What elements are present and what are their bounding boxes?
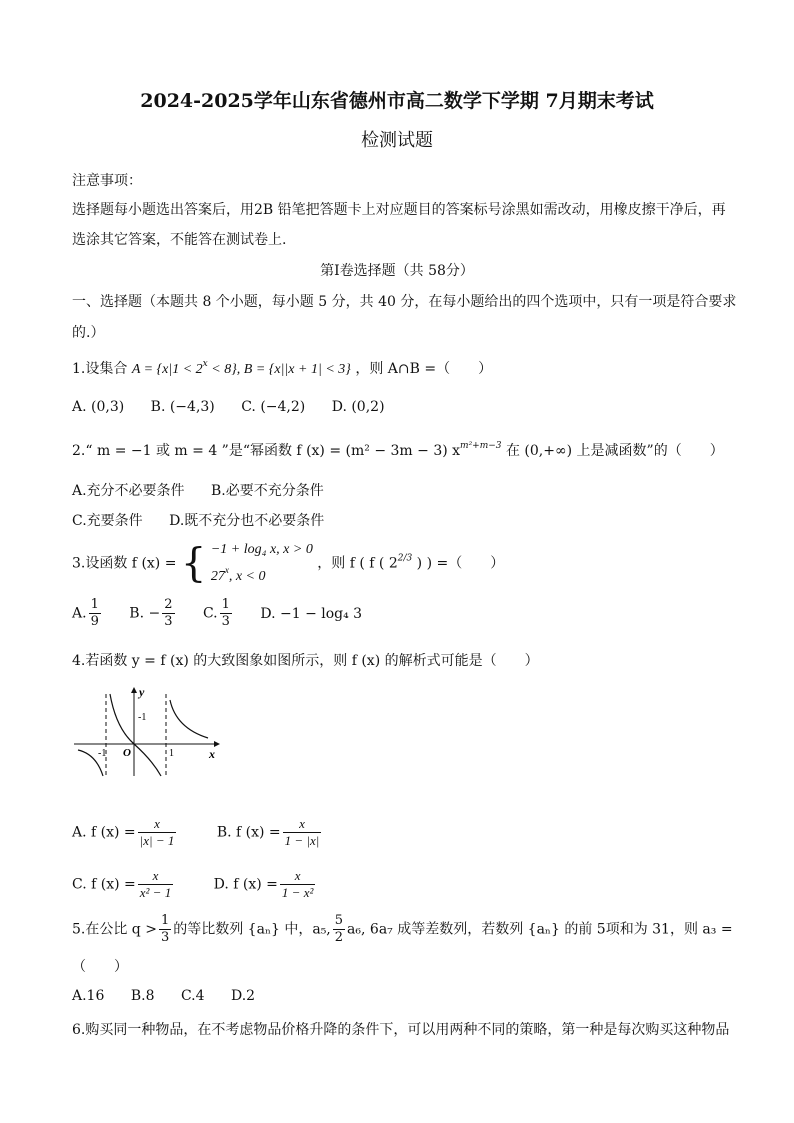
q5-coef-fraction [333,913,345,946]
q3-case-2-end: , x < 0 [228,569,266,584]
q3-suffix: ) ) =（ ） [412,555,505,572]
question-4-options-row-1 [72,816,732,849]
question-1-options [72,399,732,415]
question-5-paren: （ ） [72,959,128,975]
q4-option-b-label: B. f (x) = [216,824,281,841]
q3-option-b-fraction [162,597,174,630]
q4-function-graph [72,684,222,780]
section-intro-1: 一、选择题（本题共 8 个小题，每小题 5 分，共 40 分，在每小题给出的四个选项中，只有一项是符合要求 [72,294,737,310]
q3-option-b[interactable] [129,597,176,630]
q3-case-2-exponent: x [224,565,229,575]
q5-prefix: 5.在公比 q > [72,921,157,938]
origin-label: O [123,747,131,759]
q1-option-a[interactable]: A. (0,3) [72,399,125,415]
fraction-denominator: 3 [164,614,173,629]
q1-option-b[interactable]: B. (−4,3) [150,399,215,415]
q3-inner-exponent: 2/3 [397,553,413,564]
q3-option-b-label: B. − [129,605,161,622]
q3-option-c-fraction [220,597,232,630]
question-6-stem: 6.购买同一种物品，在不考虑物品价格升降的条件下，可以用两种不同的策略，第一种是每次购买这种物品 [72,1022,730,1038]
q2-option-d[interactable]: D.既不充分也不必要条件 [169,513,325,529]
q4-option-c-label: C. f (x) = [72,876,136,893]
q4-option-d-label: D. f (x) = [213,876,278,893]
tick-pos-1: 1 [169,748,174,759]
notice-heading: 注意事项： [72,173,142,189]
q5-mid-2: a₆, 6a₇ 成等差数列，若数列 {aₙ} 的前 5项和为 31，则 a₃ = [347,921,733,938]
q4-option-a[interactable] [72,816,178,849]
q4-option-b[interactable] [217,816,324,849]
q3-option-a[interactable] [72,597,103,630]
q4-option-b-fraction [283,816,322,849]
question-5-stem [72,913,732,946]
q3-option-a-fraction [89,597,101,630]
q4-option-c-fraction [138,868,173,901]
fraction-numerator: x [283,816,322,833]
q2-option-a[interactable]: A.充分不必要条件 [72,483,185,499]
section-title: 第I卷选择题（共 58分） [320,263,474,279]
q3-option-c-label: C. [202,605,218,622]
curve-right-branch [170,700,208,738]
question-4-stem: 4.若函数 y = f (x) 的大致图象如图所示，则 f (x) 的解析式可能是（ ） [72,653,539,669]
fraction-numerator: 5 [334,913,344,928]
q3-option-a-label: A. [72,605,87,622]
q3-mid: ，则 f ( f ( 2 [317,555,398,572]
q2-stem-b: 在 (0,+∞) 上是减函数”的（ ） [505,443,724,459]
q1-set-b: < 8}, B = {x||x + 1| < 3} [207,362,351,377]
curve-middle-branch [110,694,161,776]
fraction-denominator: 1 − x² [281,885,314,900]
exam-subtitle: 检测试题 [361,130,433,151]
question-5-options [72,988,732,1004]
q5-option-b[interactable]: B.8 [130,988,155,1004]
q3-case-2-base: 27 [210,569,225,584]
question-4-options-row-2 [72,868,732,901]
q3-cases [211,540,313,587]
fraction-numerator: 2 [164,597,173,612]
q3-case-2 [211,560,313,587]
q2-stem-a: 2.“ m = −1 或 m = 4 ”是“幂函数 f (x) = (m² − 3m − 3) x [72,443,461,459]
question-3-stem [72,540,732,587]
q2-exponent: m²+m−3 [460,441,502,451]
q4-option-d[interactable] [214,868,318,901]
notice-line-1: 选择题每小题选出答案后，用2B 铅笔把答题卡上对应题目的答案标号涂黑如需改动，用橡皮擦干净后，再 [72,202,726,218]
fraction-numerator: 1 [221,597,230,612]
q5-option-a[interactable]: A.16 [72,988,105,1004]
y-axis-arrow [131,687,137,693]
y-axis-label: y [139,685,145,699]
fraction-denominator: 2 [334,930,344,945]
fraction-numerator: x [138,868,173,885]
q3-brace: { [180,540,207,587]
y-tick-label: -1 [138,712,147,723]
q3-option-c[interactable] [203,597,234,630]
q2-option-b[interactable]: B.必要不充分条件 [211,483,324,499]
q5-ratio-fraction [159,913,171,946]
fraction-denominator: 3 [160,930,170,945]
question-1-stem [72,358,732,378]
fraction-numerator: 1 [160,913,170,928]
question-2-options-row-1 [72,480,732,500]
q4-option-c[interactable] [72,868,175,901]
exam-title: 2024-2025学年山东省德州市高二数学下学期 7月期末考试 [140,90,654,112]
q2-option-c[interactable]: C.充要条件 [72,513,143,529]
q1-option-c[interactable]: C. (−4,2) [241,399,306,415]
q1-set-a: A = {x|1 < 2 [131,362,203,377]
q4-option-d-fraction [280,868,315,901]
q1-option-d[interactable]: D. (0,2) [331,399,385,415]
q3-prefix: 3.设函数 f (x) = [72,555,177,572]
question-3-options [72,597,732,630]
q1-prefix: 1.设集合 [72,361,128,377]
q4-option-a-label: A. f (x) = [72,824,136,841]
fraction-denominator: 9 [90,614,99,629]
fraction-numerator: 1 [90,597,99,612]
fraction-denominator: |x| − 1 [139,833,175,848]
q5-option-c[interactable]: C.4 [180,988,205,1004]
q4-option-a-fraction [138,816,177,849]
q5-option-d[interactable]: D.2 [230,988,256,1004]
section-intro-2: 的.） [72,325,105,341]
fraction-denominator: x² − 1 [139,885,172,900]
fraction-denominator: 1 − |x| [284,833,320,848]
q3-option-d[interactable]: D. −1 − log₄ 3 [260,605,363,622]
question-2-stem [72,440,732,460]
q3-case-1: −1 + log₄ x, x > 0 [210,542,313,557]
q1-set-a-exponent: x [202,359,208,369]
tick-neg-1: -1 [98,748,107,759]
x-axis-label: x [209,747,215,761]
fraction-denominator: 3 [221,614,230,629]
q5-mid-1: 的等比数列 {aₙ} 中，a₅, [173,921,331,938]
q1-suffix: ，则 A∩B =（ ） [355,361,493,377]
notice-line-2: 选涂其它答案，不能答在测试卷上. [72,232,287,248]
question-2-options-row-2 [72,510,732,530]
fraction-numerator: x [138,816,177,833]
fraction-numerator: x [280,868,315,885]
